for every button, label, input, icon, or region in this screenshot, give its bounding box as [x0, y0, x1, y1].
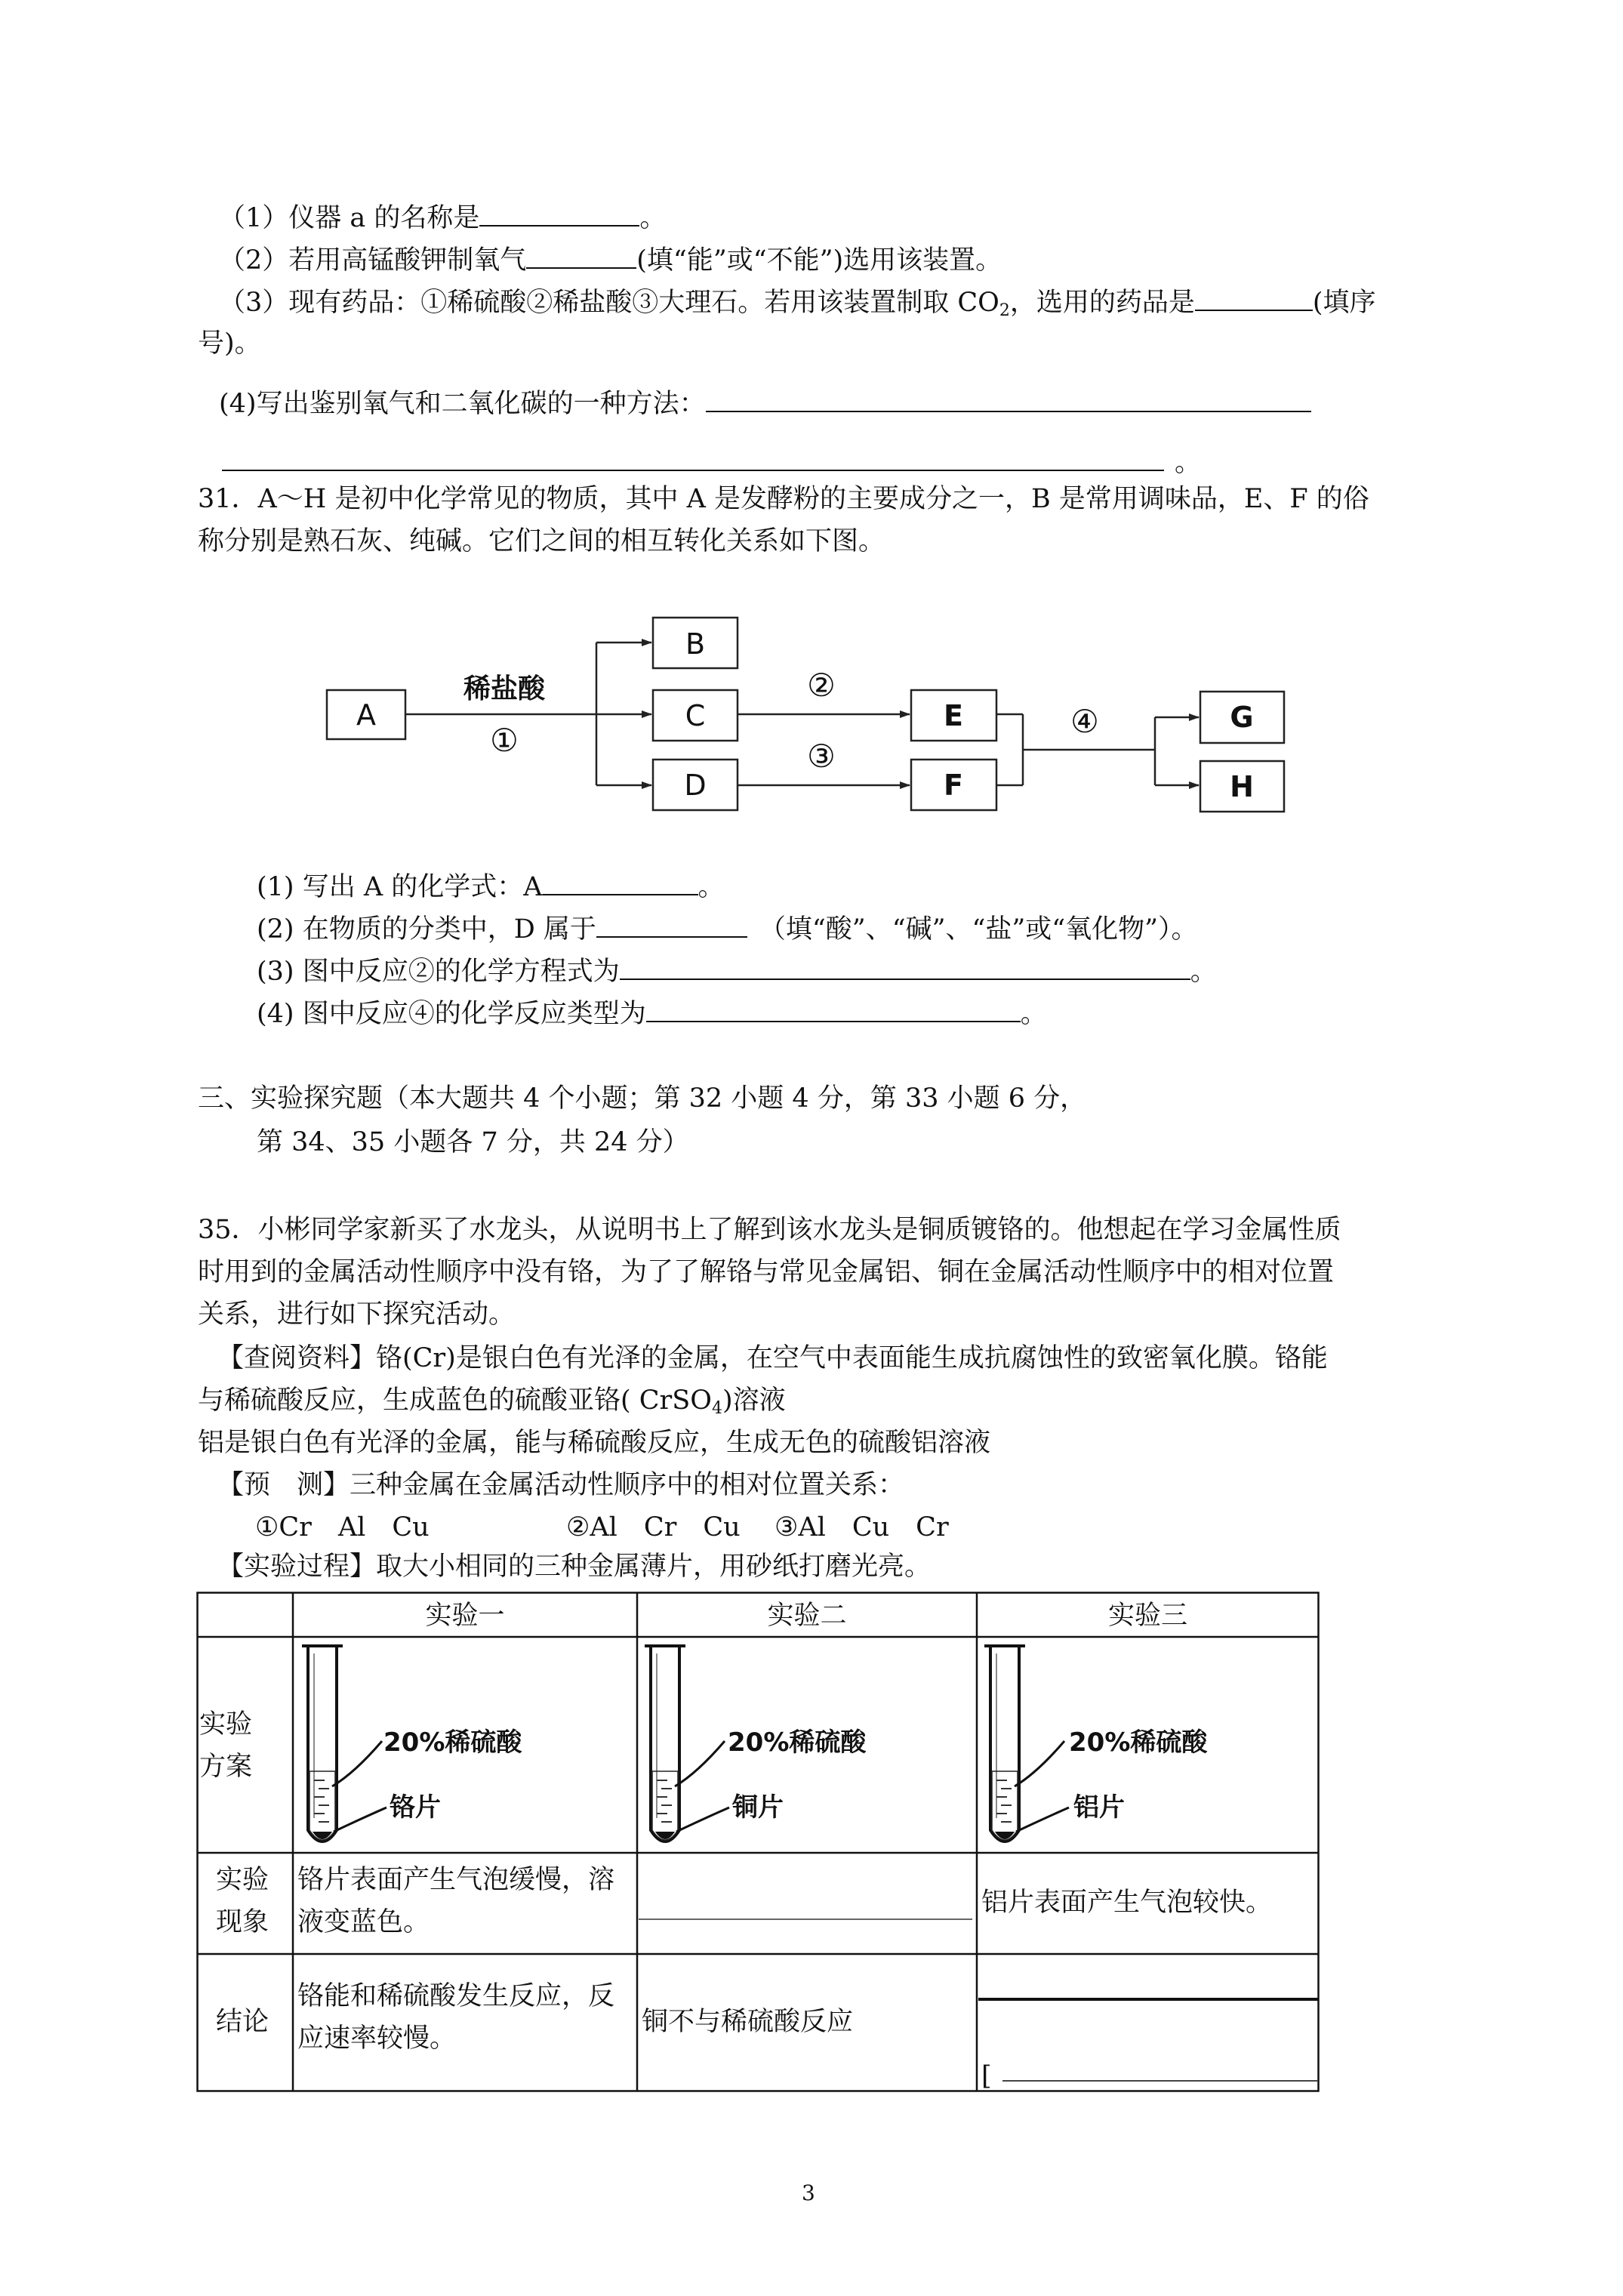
phenomenon-1: 铬片表面产生气泡缓慢，溶 液变蓝色。	[297, 1865, 615, 1937]
label-c: C	[685, 699, 706, 732]
acid-label-2: 20%稀硫酸	[728, 1727, 867, 1758]
conclusion-2: 铜不与稀硫酸反应	[642, 2007, 854, 2037]
label-a: A	[356, 698, 376, 732]
answer-blank[interactable]	[646, 995, 1021, 1022]
label-g: G	[1230, 701, 1254, 734]
q35-info2: 与稀硫酸反应，生成蓝色的硫酸亚铬( CrSO$_4$)溶液	[198, 1385, 786, 1418]
conversion-diagram	[0, 0, 1623, 868]
q35-p2: 时用到的金属活动性顺序中没有铬，为了了解铬与常见金属铝、铜在金属活动性顺序中的相对位置	[198, 1257, 1335, 1287]
q35-info3: 铝是银白色有光泽的金属，能与稀硫酸反应，生成无色的硫酸铝溶液	[198, 1428, 991, 1458]
leader-line-metal	[676, 1808, 729, 1832]
question-3-cont: 号)。	[198, 328, 261, 359]
test-tube-2	[645, 1646, 729, 1841]
metal-label-copper: 铜片	[732, 1792, 784, 1823]
question-4: (4)写出鉴别氧气和二氧化碳的一种方法：	[219, 385, 1311, 421]
leader-line-metal	[334, 1808, 387, 1832]
reaction-3-label: ③	[807, 738, 836, 775]
label-b: B	[685, 627, 706, 661]
q35-p3: 关系，进行如下探究活动。	[198, 1299, 516, 1330]
q31-sub2: (2) 在物质的分类中，D 属于 （填“酸”、“碱”、“盐”或“氧化物”）。	[257, 911, 1198, 947]
page-number: 3	[802, 2180, 815, 2205]
header-exp-2: 实验二	[767, 1601, 847, 1631]
q31-sub3: (3) 图中反应②的化学方程式为 。	[257, 953, 1217, 989]
reagent-label: 稀盐酸	[463, 673, 546, 704]
leader-line-acid	[1015, 1741, 1064, 1786]
phenomenon-3: 铝片表面产生气泡较快。	[981, 1888, 1273, 1918]
metal-label-chromium: 铬片	[390, 1792, 441, 1823]
test-tube-1	[302, 1646, 387, 1841]
section-3-heading-cont: 第 34、35 小题各 7 分，共 24 分）	[257, 1127, 689, 1157]
question-3: （3）现有药品：①稀硫酸②稀盐酸③大理石。若用该装置制取 $CO_2$，选用的药品是 (填序	[219, 284, 1376, 328]
label-e: E	[944, 699, 963, 732]
answer-blank[interactable]	[543, 868, 698, 895]
reaction-1-label: ①	[490, 722, 519, 759]
q35-process: 【实验过程】取大小相同的三种金属薄片，用砂纸打磨光亮。	[217, 1552, 932, 1582]
question-2: （2）若用高锰酸钾制氧气 (填“能”或“不能”)选用该装置。	[219, 242, 1002, 278]
metal-label-aluminum: 铝片	[1073, 1792, 1125, 1823]
reaction-2-label: ②	[807, 667, 836, 704]
label-d: D	[684, 769, 707, 802]
label-h: H	[1230, 770, 1254, 803]
label-f: F	[944, 769, 963, 802]
conclusion-1: 铬能和稀硫酸发生反应，反 应速率较慢。	[297, 1981, 615, 2054]
acid-label-1: 20%稀硫酸	[383, 1727, 522, 1758]
test-tube-3	[984, 1646, 1069, 1841]
row-label-phenomenon: 实验 现象	[216, 1865, 269, 1937]
row-label-scheme: 实验 方案	[199, 1709, 253, 1782]
q31-sub1: (1) 写出 A 的化学式：A 。	[257, 868, 725, 905]
section-3-heading: 三、实验探究题（本大题共 4 个小题；第 32 小题 4 分，第 33 小题 6 分，	[198, 1083, 1087, 1114]
q31-line2: 称分别是熟石灰、纯碱。它们之间的相互转化关系如下图。	[198, 526, 885, 556]
acid-label-3: 20%稀硫酸	[1069, 1727, 1208, 1758]
option-2: ②Al Cr Cu	[566, 1512, 741, 1542]
answer-blank[interactable]	[620, 953, 1190, 980]
q35-info1: 【查阅资料】铬(Cr)是银白色有光泽的金属，在空气中表面能生成抗腐蚀性的致密氧化膜。铬能	[217, 1343, 1328, 1373]
question-1: （1）仪器 a 的名称是 。	[219, 199, 666, 236]
experiment-table	[196, 1592, 1320, 2092]
q31-sub4: (4) 图中反应④的化学反应类型为 。	[257, 995, 1047, 1031]
row-label-conclusion: 结论	[216, 2007, 269, 2037]
question-4-line2: 。	[222, 444, 1201, 480]
reaction-4-label: ④	[1070, 703, 1099, 740]
q35-predict: 【预 测】三种金属在金属活动性顺序中的相对位置关系：	[217, 1470, 905, 1500]
leader-line-acid	[332, 1741, 382, 1786]
q31-line1: 31．A～H 是初中化学常见的物质，其中 A 是发酵粉的主要成分之一，B 是常用调味品，E、F 的俗	[198, 484, 1369, 514]
option-1: ①Cr Al Cu	[255, 1512, 430, 1542]
answer-blank[interactable]	[596, 911, 747, 938]
leader-line-acid	[675, 1741, 725, 1786]
q35-p1: 35．小彬同学家新买了水龙头，从说明书上了解到该水龙头是铜质镀铬的。他想起在学习金属性质	[198, 1215, 1341, 1245]
header-exp-3: 实验三	[1107, 1601, 1187, 1631]
conclusion-3-bracket: [	[981, 2061, 992, 2091]
leader-line-metal	[1016, 1808, 1069, 1832]
header-exp-1: 实验一	[425, 1601, 505, 1631]
option-3: ③Al Cu Cr	[775, 1512, 949, 1542]
